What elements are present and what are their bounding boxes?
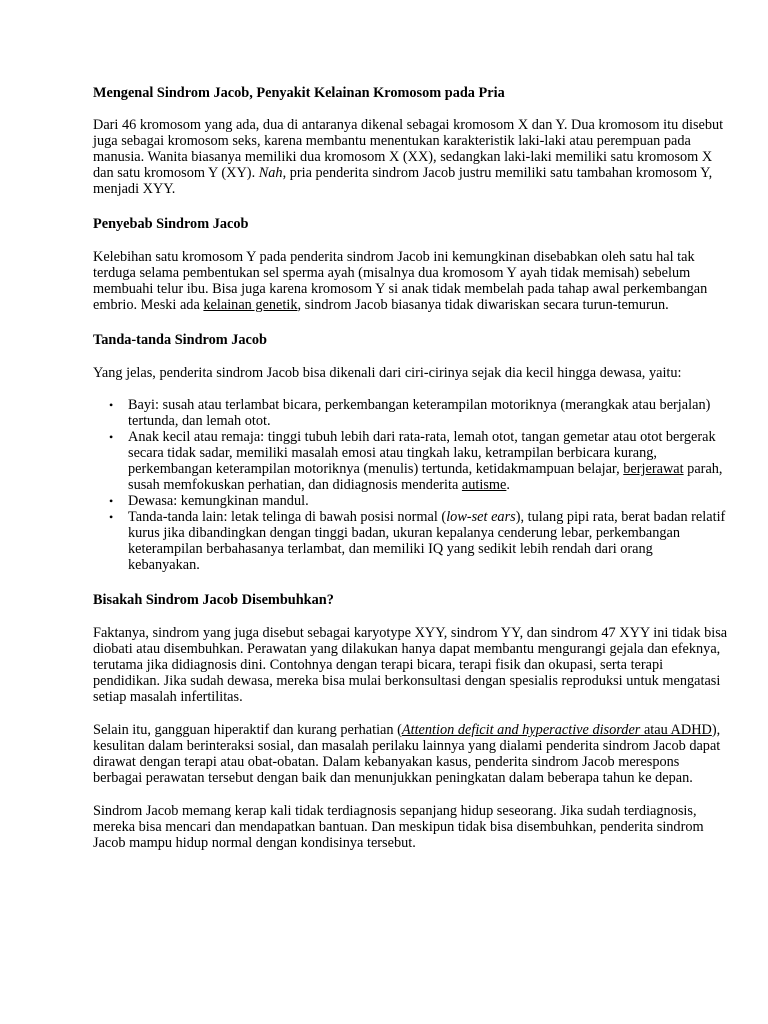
intro-italic: Nah	[258, 165, 283, 181]
intro-text: Dari 46 kromosom yang ada, dua di antaranya dikenal sebagai kromosom X dan Y. Dua kromosom itu disebut juga sebagai kromosom seks, karena membantu menentukan karakteristik laki-laki atau perempuan pada manusia. Wanita biasanya memiliki dua kromosom X (XX), sedangkan laki-laki memiliki satu kromosom X dan satu kromosom Y (XY).	[93, 117, 724, 181]
document-title: Mengenal Sindrom Jacob, Penyakit Kelainan Kromosom pada Pria	[93, 85, 505, 101]
cure-paragraph-1: Faktanya, sindrom yang juga disebut sebagai karyotype XYY, sindrom YY, dan sindrom 47 XYY ini tidak bisa diobati atau disembuhkan. Perawatan yang dilakukan hanya dapat membantu mengurangi gejala dan efeknya, terutama jika didiagnosis dini. Contohnya dengan terapi bicara, terapi fisik dan okupasi, serta terapi pendidikan. Jika sudah dewasa, mereka bisa mulai berkonsultasi dengan spesialis reproduksi untuk mengatasi setiap masalah infertilitas.	[93, 625, 728, 705]
cause-heading: Penyebab Sindrom Jacob	[93, 216, 249, 232]
cause-text: Kelebihan satu kromosom Y pada penderita sindrom Jacob ini kemungkinan disebabkan oleh satu hal tak terduga selama pembentukan sel sperma ayah (misalnya dua kromosom Y ayah tidak memisah) sebelum membuahi telur ibu. Bisa juga karena kromosom Y si anak tidak membelah pada tahap awal perkembangan embrio. Meski ada	[93, 249, 708, 313]
list-item-text: .	[506, 477, 510, 493]
adhd-link-italic: Attention deficit and hyperactive disorder	[401, 722, 641, 738]
list-item-text: Anak kecil atau remaja: tinggi tubuh lebih dari rata-rata, lemah otot, tangan gemetar atau otot bergerak secara tidak sadar, memiliki masalah emosi atau tingkah laku, ketrampilan berbicara kurang, perkembangan keterampilan motoriknya (menulis) tertunda, ketidakmampuan belajar,	[128, 429, 716, 477]
cure-text-end: ), kesulitan dalam berinteraksi sosial, dan masalah perilaku lainnya yang dialami penderita sindrom Jacob dapat dirawat dengan terapi atau obat-obatan. Dalam kebanyakan kasus, penderita sindrom Jacob merespons berbagai perawatan tersebut dengan baik dan menunjukkan peningkatan dalam beberapa tahun ke depan.	[93, 722, 721, 786]
cure-paragraph-3: Sindrom Jacob memang kerap kali tidak terdiagnosis sepanjang hidup seseorang. Jika sudah terdiagnosis, mereka bisa mencari dan mendapatkan bantuan. Dan meskipun tidak bisa disembuhkan, penderita sindrom Jacob mampu hidup normal dengan kondisinya tersebut.	[93, 803, 704, 851]
list-item-text: ), tulang pipi rata, berat badan relatif kurus jika dibandingkan dengan tinggi badan, ukuran kepalanya cenderung lebar, perkembangan keterampilan berbahasanya terlambat, dan memiliki IQ yang sedikit lebih rendah dari orang kebanyakan.	[128, 509, 726, 573]
list-item-text: Dewasa: kemungkinan mandul.	[128, 493, 309, 509]
signs-heading: Tanda-tanda Sindrom Jacob	[93, 332, 268, 348]
cure-heading: Bisakah Sindrom Jacob Disembuhkan?	[93, 592, 334, 608]
list-item-text: Bayi: susah atau terlambat bicara, perkembangan keterampilan motoriknya (merangkak atau berjalan) tertunda, dan lemah otot.	[128, 397, 711, 429]
autism-link[interactable]: autisme	[461, 477, 507, 493]
genetic-disorder-link[interactable]: kelainan genetik	[203, 297, 298, 313]
bullet-icon: •	[109, 430, 114, 444]
cause-text-end: , sindrom Jacob biasanya tidak diwariskan secara turun-temurun.	[297, 297, 669, 313]
list-item-italic: low-set ears	[446, 509, 516, 525]
signs-list	[93, 397, 728, 573]
acne-link[interactable]: berjerawat	[623, 461, 684, 477]
cause-paragraph	[93, 249, 728, 313]
list-item	[109, 429, 728, 493]
signs-intro: Yang jelas, penderita sindrom Jacob bisa dikenali dari ciri-cirinya sejak dia kecil hingga dewasa, yaitu:	[93, 365, 682, 381]
intro-paragraph	[93, 117, 728, 197]
intro-text-end: , pria penderita sindrom Jacob justru memiliki satu tambahan kromosom Y, menjadi XYY.	[93, 165, 713, 197]
cure-text: Selain itu, gangguan hiperaktif dan kurang perhatian (	[93, 722, 402, 738]
list-item-text: parah, susah memfokuskan perhatian, dan didiagnosis menderita	[128, 461, 723, 493]
list-item	[109, 397, 728, 429]
list-item-text: Tanda-tanda lain: letak telinga di bawah posisi normal (	[128, 509, 447, 525]
list-item	[109, 493, 728, 509]
bullet-icon: •	[109, 398, 114, 412]
adhd-link-rest: atau ADHD	[640, 722, 712, 738]
bullet-icon: •	[109, 494, 114, 508]
cure-paragraph-2	[93, 722, 728, 786]
adhd-link[interactable]	[402, 722, 712, 738]
bullet-icon: •	[109, 510, 114, 524]
list-item	[109, 509, 728, 573]
